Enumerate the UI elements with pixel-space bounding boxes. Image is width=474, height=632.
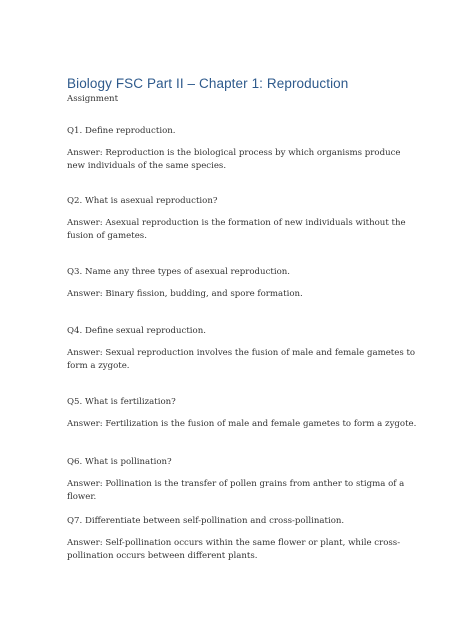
qa-item-6 — [67, 456, 417, 503]
qa-item-1 — [67, 125, 417, 172]
qa-item-7 — [67, 515, 417, 562]
document-title: Biology FSC Part II – Chapter 1: Reproduction — [67, 76, 349, 91]
answer-1: Answer: Reproduction is the biological process by which organisms produce new individuals of the same species. — [67, 148, 401, 171]
qa-item-2 — [67, 195, 417, 242]
answer-6: Answer: Pollination is the transfer of pollen grains from anther to stigma of a flower. — [67, 479, 405, 502]
question-6: Q6. What is pollination? — [67, 457, 172, 467]
question-3: Q3. Name any three types of asexual reproduction. — [67, 267, 291, 277]
question-1: Q1. Define reproduction. — [67, 126, 176, 136]
answer-4: Answer: Sexual reproduction involves the fusion of male and female gametes to form a zygote. — [67, 348, 416, 371]
question-2: Q2. What is asexual reproduction? — [67, 196, 218, 206]
qa-item-3 — [67, 266, 417, 301]
question-4: Q4. Define sexual reproduction. — [67, 326, 206, 336]
qa-item-5 — [67, 396, 417, 431]
answer-5: Answer: Fertilization is the fusion of male and female gametes to form a zygote. — [67, 419, 417, 429]
answer-2: Answer: Asexual reproduction is the formation of new individuals without the fusion of gametes. — [67, 218, 406, 241]
qa-item-4 — [67, 325, 417, 372]
answer-3: Answer: Binary fission, budding, and spore formation. — [67, 289, 303, 299]
question-5: Q5. What is fertilization? — [67, 397, 176, 407]
document-subtitle: Assignment — [67, 94, 119, 104]
answer-7: Answer: Self-pollination occurs within the same flower or plant, while cross-pollination occurs between different plants. — [67, 538, 401, 561]
question-7: Q7. Differentiate between self-pollination and cross-pollination. — [67, 516, 345, 526]
